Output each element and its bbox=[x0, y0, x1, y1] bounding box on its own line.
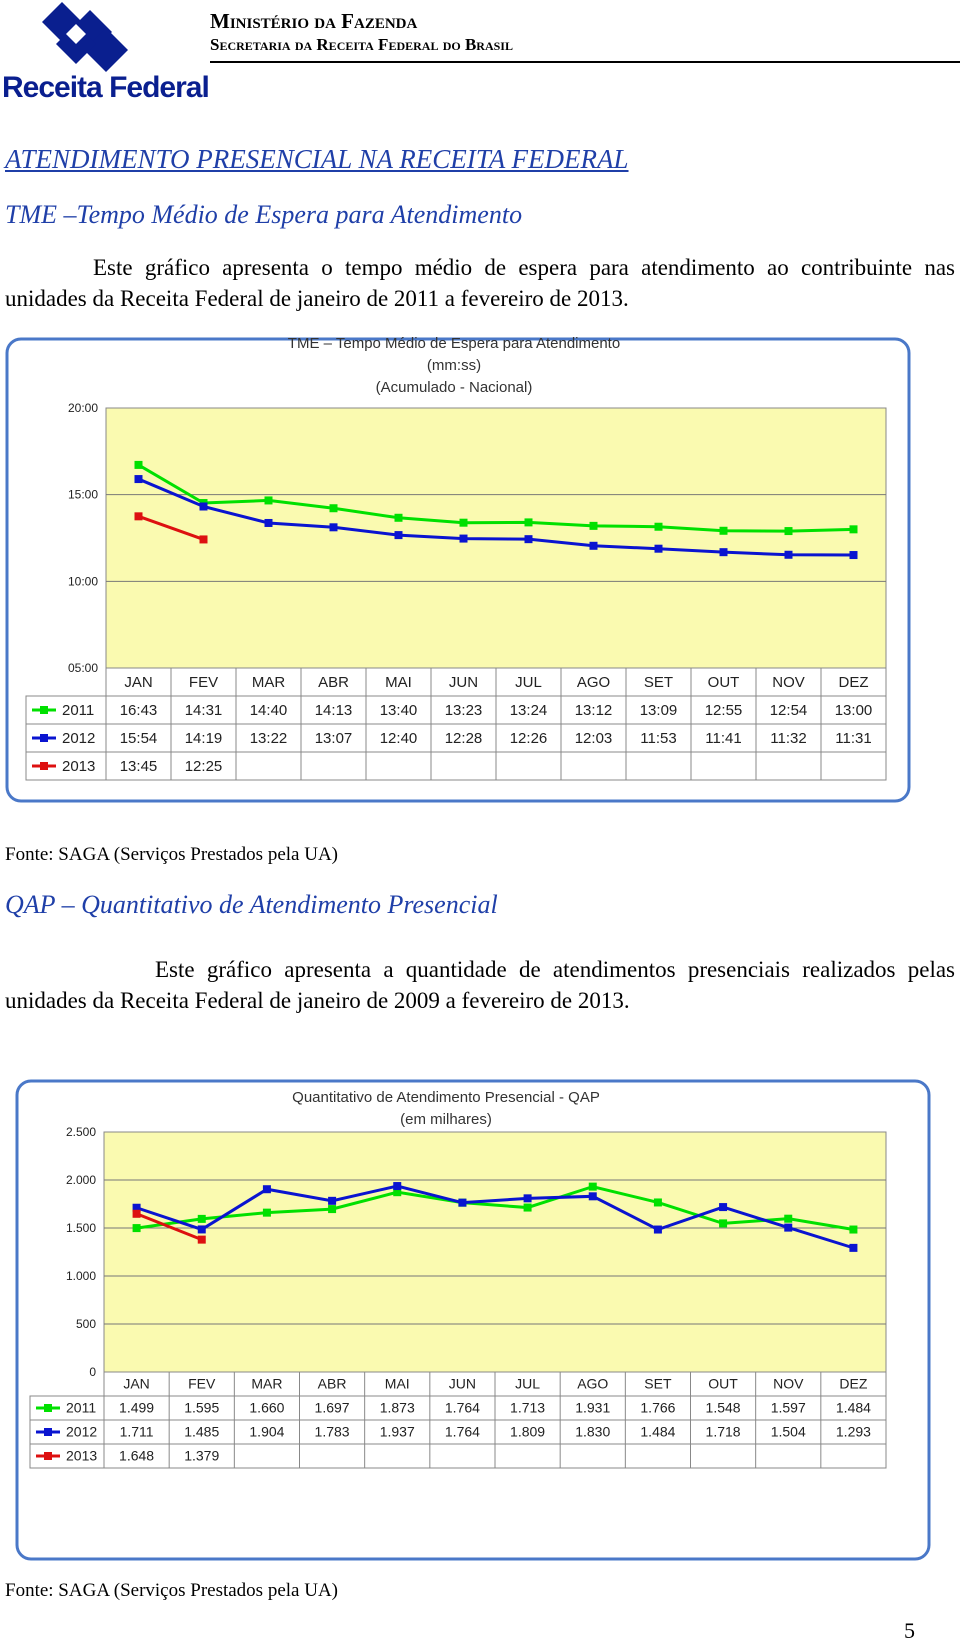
qap-point-2012 bbox=[393, 1182, 401, 1190]
qap-data-label: 1.830 bbox=[575, 1423, 611, 1440]
tme-point-2011 bbox=[265, 496, 273, 504]
tme-point-2012 bbox=[590, 542, 598, 550]
tme-point-2011 bbox=[785, 527, 793, 535]
qap-point-2011 bbox=[849, 1226, 857, 1234]
qap-data-label: 1.379 bbox=[184, 1447, 220, 1464]
qap-data-label: 1.595 bbox=[184, 1399, 220, 1416]
tme-data-label: 13:23 bbox=[444, 702, 483, 720]
tme-x-tick: JUN bbox=[448, 674, 479, 692]
tme-data-label: 11:41 bbox=[705, 730, 742, 748]
qap-data-label: 1.783 bbox=[314, 1423, 350, 1440]
qap-point-2012 bbox=[458, 1199, 466, 1207]
qap-data-label: 1.597 bbox=[770, 1399, 806, 1416]
tme-data-label: 12:40 bbox=[379, 730, 418, 748]
tme-point-2011 bbox=[460, 519, 468, 527]
qap-point-2012 bbox=[784, 1224, 792, 1232]
qap-legend-label: 2011 bbox=[66, 1399, 97, 1416]
qap-svg bbox=[14, 1078, 932, 1562]
qap-data-label: 1.660 bbox=[249, 1399, 285, 1416]
tme-data-label: 13:12 bbox=[574, 702, 613, 720]
tme-x-tick: MAR bbox=[251, 674, 286, 692]
qap-point-2012 bbox=[328, 1197, 336, 1205]
qap-data-label: 1.484 bbox=[835, 1399, 871, 1416]
qap-y-tick: 500 bbox=[75, 1317, 96, 1331]
tme-point-2011 bbox=[655, 523, 663, 531]
ministry-header bbox=[210, 8, 960, 56]
tme-data-label: 11:32 bbox=[770, 730, 807, 748]
qap-x-tick: MAR bbox=[251, 1375, 283, 1392]
qap-legend-marker bbox=[44, 1404, 52, 1412]
qap-data-label: 1.718 bbox=[705, 1423, 741, 1440]
qap-data-label: 1.904 bbox=[249, 1423, 285, 1440]
qap-point-2012 bbox=[263, 1185, 271, 1193]
qap-data-label: 1.697 bbox=[314, 1399, 350, 1416]
tme-point-2012 bbox=[135, 475, 143, 483]
tme-x-tick: DEZ bbox=[838, 674, 869, 692]
receita-federal-logo bbox=[0, 0, 209, 104]
tme-point-2011 bbox=[850, 525, 858, 533]
tme-data-label: 12:25 bbox=[184, 758, 223, 776]
qap-data-label: 1.713 bbox=[510, 1399, 546, 1416]
tme-subtitle: (Acumulado - Nacional) bbox=[375, 379, 533, 396]
tme-legend-label: 2011 bbox=[62, 702, 95, 720]
qap-data-label: 1.711 bbox=[119, 1423, 154, 1440]
qap-y-tick: 2.000 bbox=[65, 1173, 96, 1187]
qap-data-label: 1.764 bbox=[444, 1399, 480, 1416]
qap-point-2013 bbox=[133, 1210, 141, 1218]
tme-data-label: 13:22 bbox=[249, 730, 288, 748]
tme-x-tick: OUT bbox=[707, 674, 740, 692]
tme-legend-marker bbox=[40, 734, 48, 742]
tme-description-text: Este gráfico apresenta o tempo médio de espera para atendimento ao contribuinte nas unidades da Receita Federal de janeiro de 2011 a fevereiro de 2013. bbox=[5, 255, 955, 311]
qap-point-2011 bbox=[133, 1224, 141, 1232]
tme-point-2012 bbox=[200, 503, 208, 511]
tme-legend-marker bbox=[40, 762, 48, 770]
qap-point-2012 bbox=[654, 1226, 662, 1234]
tme-data-label: 12:03 bbox=[574, 730, 613, 748]
tme-point-2013 bbox=[135, 512, 143, 520]
qap-x-tick: FEV bbox=[188, 1375, 216, 1392]
qap-x-tick: AGO bbox=[577, 1375, 609, 1392]
tme-data-label: 13:00 bbox=[834, 702, 873, 720]
tme-point-2012 bbox=[655, 545, 663, 553]
qap-data-label: 1.809 bbox=[510, 1423, 546, 1440]
qap-data-label: 1.504 bbox=[770, 1423, 806, 1440]
tme-x-tick: FEV bbox=[188, 674, 219, 692]
qap-data-label: 1.484 bbox=[640, 1423, 676, 1440]
qap-x-tick: NOV bbox=[773, 1375, 804, 1392]
qap-x-tick: JAN bbox=[123, 1375, 150, 1392]
qap-point-2011 bbox=[263, 1209, 271, 1217]
qap-title: Quantitativo de Atendimento Presencial - QAP bbox=[292, 1089, 600, 1106]
qap-x-tick: ABR bbox=[317, 1375, 347, 1392]
qap-point-2012 bbox=[589, 1192, 597, 1200]
qap-y-tick: 1.000 bbox=[65, 1269, 96, 1283]
tme-data-label: 12:54 bbox=[769, 702, 808, 720]
secretariat-name: Secretaria da Receita Federal do Brasil bbox=[210, 35, 513, 54]
qap-data-label: 1.485 bbox=[184, 1423, 220, 1440]
qap-data-label: 1.764 bbox=[444, 1423, 480, 1440]
tme-chart bbox=[4, 336, 912, 804]
page-number: 5 bbox=[904, 1618, 915, 1643]
tme-x-tick: ABR bbox=[318, 674, 349, 692]
qap-x-tick: MAI bbox=[384, 1375, 410, 1392]
qap-legend-label: 2013 bbox=[66, 1447, 98, 1464]
qap-point-2012 bbox=[198, 1225, 206, 1233]
tme-data-label: 12:28 bbox=[444, 730, 483, 748]
tme-point-2011 bbox=[135, 461, 143, 469]
tme-data-label: 14:40 bbox=[249, 702, 288, 720]
qap-point-2011 bbox=[654, 1198, 662, 1206]
qap-point-2012 bbox=[849, 1244, 857, 1252]
tme-data-label: 14:31 bbox=[184, 702, 223, 720]
qap-plot-area bbox=[104, 1132, 886, 1372]
tme-data-label: 12:55 bbox=[704, 702, 743, 720]
tme-point-2012 bbox=[850, 551, 858, 559]
tme-data-label: 13:45 bbox=[119, 758, 158, 776]
tme-data-label: 13:09 bbox=[639, 702, 678, 720]
qap-data-label: 1.648 bbox=[119, 1447, 155, 1464]
tme-x-tick: MAI bbox=[385, 674, 412, 692]
tme-data-label: 16:43 bbox=[119, 702, 158, 720]
qap-y-tick: 2.500 bbox=[65, 1125, 96, 1139]
tme-y-tick: 10:00 bbox=[67, 574, 98, 589]
qap-legend-marker bbox=[44, 1452, 52, 1460]
qap-data-label: 1.548 bbox=[705, 1399, 741, 1416]
qap-x-tick: DEZ bbox=[839, 1375, 868, 1392]
qap-point-2013 bbox=[198, 1236, 206, 1244]
tme-data-label: 11:31 bbox=[835, 730, 872, 748]
tme-data-label: 13:40 bbox=[379, 702, 418, 720]
qap-data-label: 1.937 bbox=[379, 1423, 415, 1440]
qap-point-2012 bbox=[524, 1194, 532, 1202]
tme-data-label: 15:54 bbox=[119, 730, 158, 748]
qap-chart bbox=[14, 1078, 932, 1562]
qap-point-2011 bbox=[328, 1205, 336, 1213]
tme-data-label: 12:26 bbox=[509, 730, 548, 748]
qap-x-tick: OUT bbox=[708, 1375, 738, 1392]
tme-y-tick: 20:00 bbox=[67, 401, 98, 415]
tme-point-2012 bbox=[395, 531, 403, 539]
tme-data-label: 14:19 bbox=[184, 730, 223, 748]
tme-y-tick: 15:00 bbox=[67, 487, 98, 502]
tme-source: Fonte: SAGA (Serviços Prestados pela UA) bbox=[5, 844, 338, 865]
qap-point-2011 bbox=[524, 1204, 532, 1212]
tme-heading: TME –Tempo Médio de Espera para Atendimento bbox=[5, 200, 523, 229]
qap-data-label: 1.766 bbox=[640, 1399, 676, 1416]
tme-data-label: 13:24 bbox=[509, 702, 548, 720]
qap-description-text: Este gráfico apresenta a quantidade de atendimentos presenciais realizados pelas unidades da Receita Federal de janeiro de 2009 a fevereiro de 2013. bbox=[5, 957, 955, 1013]
tme-point-2011 bbox=[395, 514, 403, 522]
qap-legend-marker bbox=[44, 1428, 52, 1436]
tme-x-tick: SET bbox=[643, 674, 674, 692]
qap-heading: QAP – Quantitativo de Atendimento Presencial bbox=[5, 890, 498, 919]
tme-point-2011 bbox=[720, 527, 728, 535]
qap-point-2011 bbox=[784, 1215, 792, 1223]
qap-data-label: 1.499 bbox=[119, 1399, 155, 1416]
tme-svg bbox=[4, 336, 912, 804]
tme-x-tick: AGO bbox=[576, 674, 611, 692]
qap-point-2011 bbox=[198, 1215, 206, 1223]
tme-point-2011 bbox=[590, 522, 598, 530]
qap-description bbox=[5, 954, 955, 1016]
tme-x-tick: NOV bbox=[772, 674, 805, 692]
logo-text: Receita Federal bbox=[2, 71, 209, 104]
qap-source: Fonte: SAGA (Serviços Prestados pela UA) bbox=[5, 1580, 338, 1601]
section-title: ATENDIMENTO PRESENCIAL NA RECEITA FEDERAL bbox=[5, 144, 629, 174]
tme-title: TME – Tempo Médio de Espera para Atendimento bbox=[287, 335, 621, 352]
qap-x-tick: JUN bbox=[448, 1375, 477, 1392]
tme-point-2012 bbox=[525, 535, 533, 543]
tme-point-2012 bbox=[460, 535, 468, 543]
qap-y-tick: 1.500 bbox=[65, 1221, 96, 1235]
tme-point-2013 bbox=[200, 535, 208, 543]
ministry-name: Ministério da Fazenda bbox=[210, 9, 418, 33]
tme-legend-label: 2013 bbox=[62, 758, 96, 776]
header-rule bbox=[210, 61, 960, 63]
tme-data-label: 14:13 bbox=[314, 702, 353, 720]
qap-data-label: 1.293 bbox=[835, 1423, 871, 1440]
qap-y-tick: 0 bbox=[89, 1365, 96, 1379]
qap-subtitle: (em milhares) bbox=[400, 1111, 492, 1128]
tme-y-tick: 05:00 bbox=[67, 661, 98, 675]
tme-data-label: 13:07 bbox=[314, 730, 353, 748]
tme-x-tick: JAN bbox=[124, 674, 153, 692]
tme-point-2012 bbox=[330, 523, 338, 531]
qap-x-tick: SET bbox=[644, 1375, 672, 1392]
tme-point-2012 bbox=[785, 551, 793, 559]
qap-legend-label: 2012 bbox=[66, 1423, 98, 1440]
tme-legend-marker bbox=[40, 706, 48, 714]
tme-point-2011 bbox=[330, 504, 338, 512]
qap-data-label: 1.873 bbox=[379, 1399, 415, 1416]
qap-point-2011 bbox=[589, 1183, 597, 1191]
qap-point-2011 bbox=[719, 1219, 727, 1227]
tme-point-2012 bbox=[265, 519, 273, 527]
tme-subtitle: (mm:ss) bbox=[426, 357, 482, 374]
tme-x-tick: JUL bbox=[515, 674, 542, 692]
tme-data-label: 11:53 bbox=[640, 730, 677, 748]
qap-point-2012 bbox=[719, 1203, 727, 1211]
tme-description bbox=[5, 252, 955, 314]
qap-x-tick: JUL bbox=[515, 1375, 541, 1392]
tme-point-2012 bbox=[720, 548, 728, 556]
tme-legend-label: 2012 bbox=[62, 730, 96, 748]
qap-data-label: 1.931 bbox=[575, 1399, 611, 1416]
tme-point-2011 bbox=[525, 518, 533, 526]
